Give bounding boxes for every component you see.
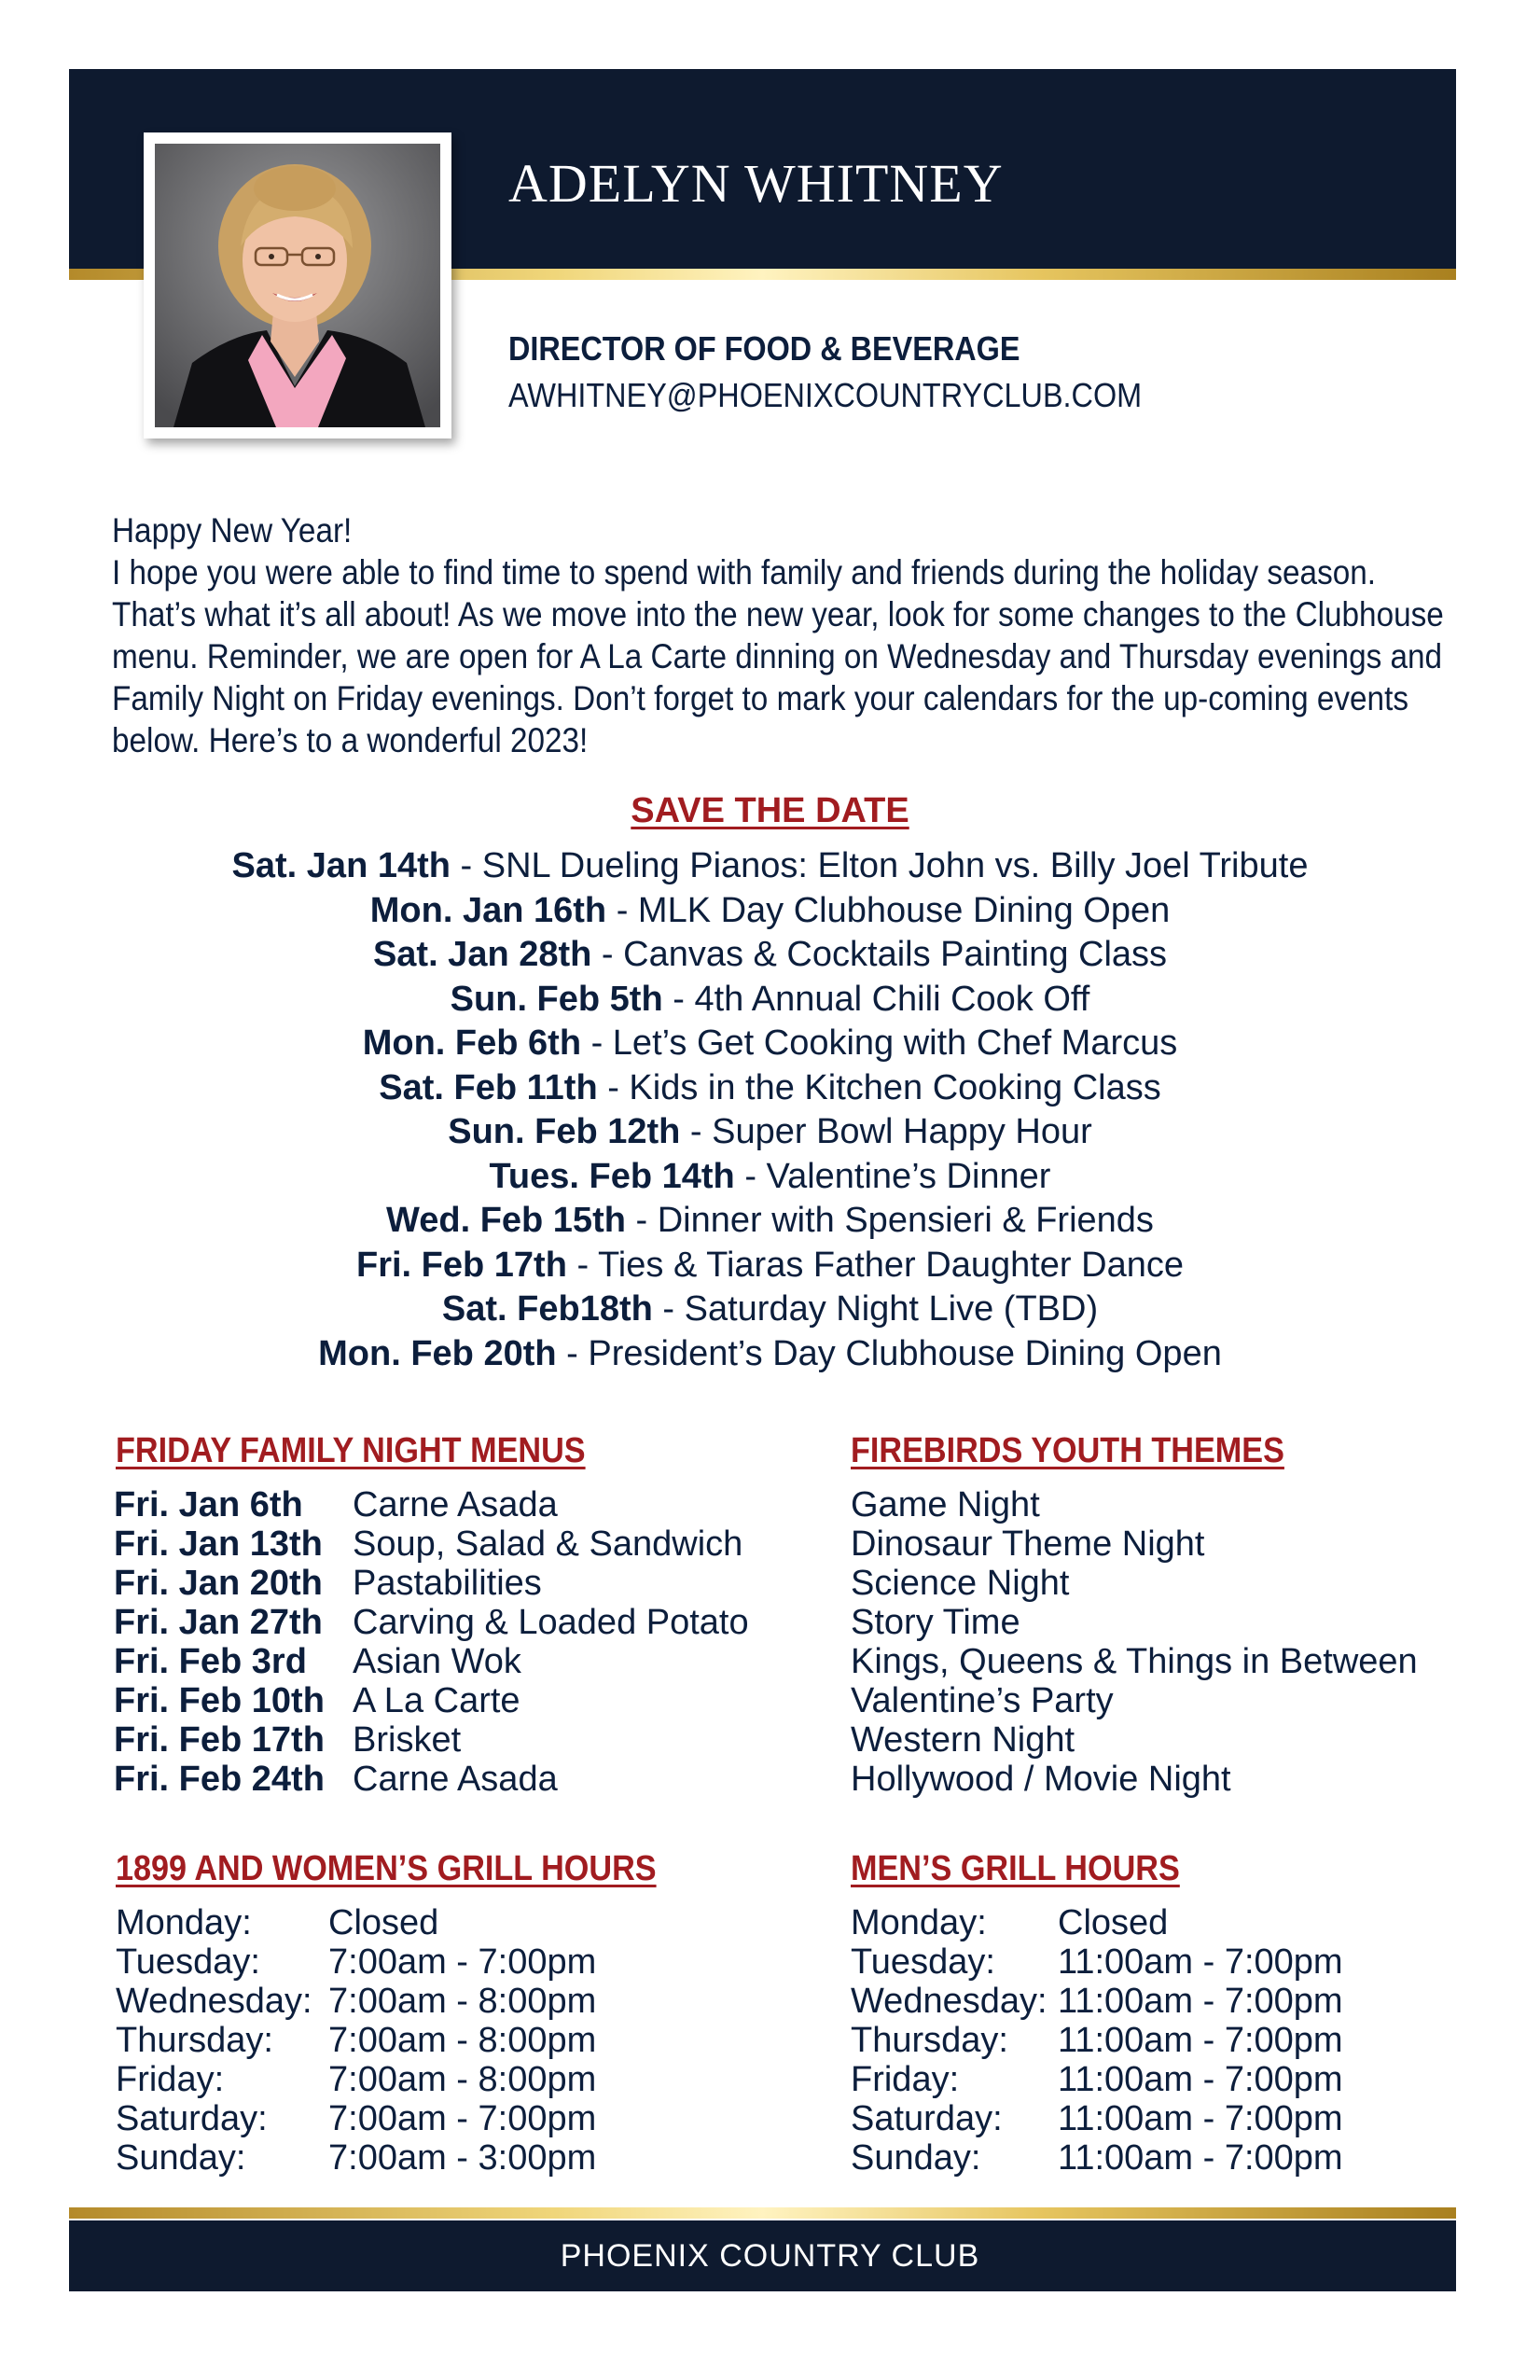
profile-photo: [155, 144, 440, 427]
womens-grill-heading: 1899 AND WOMEN’S GRILL HOURS: [116, 1849, 657, 1888]
table-row: [116, 2138, 769, 2178]
day-label: Monday:: [851, 1903, 987, 1942]
menu-date: Fri. Jan 13th: [114, 1524, 323, 1564]
hours-value: 7:00am - 7:00pm: [328, 1942, 597, 1982]
day-label: Sunday:: [116, 2138, 246, 2178]
table-row: [116, 2060, 769, 2099]
womens-grill-section: [116, 1847, 657, 1890]
family-night-heading: FRIDAY FAMILY NIGHT MENUS: [116, 1431, 586, 1470]
hours-value: 7:00am - 8:00pm: [328, 2021, 597, 2060]
menu-date: Fri. Feb 3rd: [114, 1642, 307, 1681]
event-date: Mon. Feb 6th: [362, 1023, 582, 1063]
event-description: - Ties & Tiaras Father Daughter Dance: [566, 1245, 1184, 1285]
intro-body: I hope you were able to find time to spend with family and friends during the holiday season. That’s what it’s all about! As we move into the new year, look for some changes to the Clubhouse menu. Reminder, we are open for A La Carte dinning on Wednesday and Thursday evenings and Family Night on Friday evenings. Don’t forget to mark your calendars for the up-coming events below. Here’s to a wonderful 2023!: [112, 553, 1444, 759]
person-name: ADELYN WHITNEY: [508, 153, 1004, 214]
event-item: [0, 1022, 1540, 1066]
event-item: [0, 889, 1540, 934]
event-description: - Super Bowl Happy Hour: [680, 1112, 1092, 1151]
event-description: - 4th Annual Chili Cook Off: [662, 979, 1090, 1019]
event-item: [0, 1155, 1540, 1200]
table-row: [851, 1903, 1429, 1942]
table-row: [114, 1603, 785, 1642]
mens-grill-section: [851, 1847, 1180, 1890]
intro-letter: [112, 509, 1455, 761]
menu-date: Fri. Feb 24th: [114, 1760, 325, 1799]
menu-item: Brisket: [353, 1720, 462, 1760]
menu-item: Soup, Salad & Sandwich: [353, 1524, 743, 1564]
event-description: - Saturday Night Live (TBD): [652, 1289, 1099, 1329]
footer-gold-divider: [69, 2207, 1456, 2219]
menu-item: Carne Asada: [353, 1760, 558, 1799]
menu-date: Fri. Jan 27th: [114, 1603, 323, 1642]
family-night-table: [114, 1485, 785, 1799]
event-list: [0, 844, 1540, 1376]
day-label: Sunday:: [851, 2138, 981, 2178]
event-item: [0, 1332, 1540, 1377]
email-address[interactable]: AWHITNEY@PHOENIXCOUNTRYCLUB.COM: [508, 376, 1143, 414]
hours-value: 7:00am - 8:00pm: [328, 1982, 597, 2021]
table-row: [851, 2021, 1429, 2060]
footer-club-name: PHOENIX COUNTRY CLUB: [560, 2238, 980, 2274]
list-item: Hollywood / Movie Night: [851, 1760, 1231, 1799]
day-label: Saturday:: [116, 2099, 268, 2138]
hours-value: 11:00am - 7:00pm: [1058, 2138, 1343, 2178]
hours-value: 11:00am - 7:00pm: [1058, 1982, 1343, 2021]
event-item: [0, 1244, 1540, 1288]
table-row: [114, 1720, 785, 1760]
event-description: - Kids in the Kitchen Cooking Class: [597, 1067, 1161, 1107]
table-row: [114, 1681, 785, 1720]
table-row: [116, 1903, 769, 1942]
day-label: Tuesday:: [116, 1942, 260, 1982]
table-row: [851, 1942, 1429, 1982]
list-item: Story Time: [851, 1603, 1020, 1642]
event-date: Mon. Jan 16th: [369, 890, 607, 930]
event-description: - Let’s Get Cooking with Chef Marcus: [581, 1023, 1178, 1063]
event-date: Sat. Feb 11th: [379, 1067, 598, 1107]
hours-value: 11:00am - 7:00pm: [1058, 2099, 1343, 2138]
event-item: [0, 1199, 1540, 1244]
portrait-image: [155, 144, 440, 427]
table-row: [851, 1982, 1429, 2021]
event-item: [0, 1110, 1540, 1155]
table-row: [851, 2060, 1429, 2099]
day-label: Friday:: [116, 2060, 225, 2099]
event-date: Sun. Feb 5th: [450, 979, 663, 1019]
list-item: Western Night: [851, 1720, 1075, 1760]
hours-value: 7:00am - 3:00pm: [328, 2138, 597, 2178]
hours-value: 11:00am - 7:00pm: [1058, 2021, 1343, 2060]
menu-item: A La Carte: [353, 1681, 520, 1720]
day-label: Thursday:: [851, 2021, 1008, 2060]
table-row: [116, 2021, 769, 2060]
list-item: Kings, Queens & Things in Between: [851, 1642, 1418, 1681]
event-description: - Canvas & Cocktails Painting Class: [591, 935, 1168, 974]
table-row: [116, 1942, 769, 1982]
event-description: - Valentine’s Dinner: [734, 1156, 1051, 1196]
event-description: - MLK Day Clubhouse Dining Open: [606, 890, 1171, 930]
day-label: Wednesday:: [851, 1982, 1047, 2021]
profile-photo-frame: [144, 132, 451, 438]
event-item: [0, 1287, 1540, 1332]
day-label: Wednesday:: [116, 1982, 312, 2021]
menu-date: Fri. Jan 20th: [114, 1564, 323, 1603]
event-date: Fri. Feb 17th: [356, 1245, 567, 1285]
firebirds-section: [851, 1429, 1284, 1472]
day-label: Tuesday:: [851, 1942, 995, 1982]
event-date: Mon. Feb 20th: [318, 1333, 557, 1373]
greeting: Happy New Year!: [112, 511, 353, 550]
menu-date: Fri. Feb 10th: [114, 1681, 325, 1720]
event-description: - President’s Day Clubhouse Dining Open: [556, 1333, 1222, 1373]
event-date: Sat. Jan 14th: [231, 846, 451, 885]
table-row: [116, 2099, 769, 2138]
event-description: - SNL Dueling Pianos: Elton John vs. Billy Joel Tribute: [450, 846, 1309, 885]
table-row: [114, 1760, 785, 1799]
table-row: [114, 1524, 785, 1564]
hours-value: 11:00am - 7:00pm: [1058, 2060, 1343, 2099]
event-item: [0, 933, 1540, 978]
event-description: - Dinner with Spensieri & Friends: [625, 1201, 1154, 1240]
day-label: Thursday:: [116, 2021, 273, 2060]
womens-grill-hours-table: [116, 1903, 769, 2178]
table-row: [114, 1564, 785, 1603]
mens-grill-hours-table: [851, 1903, 1429, 2178]
menu-date: Fri. Jan 6th: [114, 1485, 303, 1524]
table-row: [851, 2138, 1429, 2178]
save-the-date-heading: SAVE THE DATE: [631, 791, 909, 830]
hours-value: Closed: [1058, 1903, 1169, 1942]
hours-value: 7:00am - 7:00pm: [328, 2099, 597, 2138]
menu-item: Asian Wok: [353, 1642, 521, 1681]
day-label: Monday:: [116, 1903, 252, 1942]
hours-value: Closed: [328, 1903, 439, 1942]
menu-date: Fri. Feb 17th: [114, 1720, 325, 1760]
family-night-section: [116, 1429, 586, 1472]
table-row: [114, 1642, 785, 1681]
event-date: Wed. Feb 15th: [386, 1201, 626, 1240]
table-row: [116, 1982, 769, 2021]
list-item: Dinosaur Theme Night: [851, 1524, 1205, 1564]
menu-item: Pastabilities: [353, 1564, 542, 1603]
event-item: [0, 1066, 1540, 1111]
event-date: Sat. Jan 28th: [372, 935, 592, 974]
firebirds-heading: FIREBIRDS YOUTH THEMES: [851, 1431, 1284, 1470]
job-title: DIRECTOR OF FOOD & BEVERAGE: [508, 329, 1020, 368]
menu-item: Carving & Loaded Potato: [353, 1603, 749, 1642]
list-item: Game Night: [851, 1485, 1040, 1524]
event-date: Sun. Feb 12th: [448, 1112, 681, 1151]
day-label: Saturday:: [851, 2099, 1003, 2138]
event-item: [0, 844, 1540, 889]
table-row: [114, 1485, 785, 1524]
event-date: Tues. Feb 14th: [489, 1156, 735, 1196]
day-label: Friday:: [851, 2060, 960, 2099]
mens-grill-heading: MEN’S GRILL HOURS: [851, 1849, 1180, 1888]
firebirds-theme-list: [851, 1485, 1418, 1799]
list-item: Science Night: [851, 1564, 1070, 1603]
save-the-date-section: [0, 789, 1540, 832]
hours-value: 11:00am - 7:00pm: [1058, 1942, 1343, 1982]
event-date: Sat. Feb18th: [441, 1289, 653, 1329]
event-item: [0, 978, 1540, 1023]
hours-value: 7:00am - 8:00pm: [328, 2060, 597, 2099]
table-row: [851, 2099, 1429, 2138]
menu-item: Carne Asada: [353, 1485, 558, 1524]
list-item: Valentine’s Party: [851, 1681, 1114, 1720]
